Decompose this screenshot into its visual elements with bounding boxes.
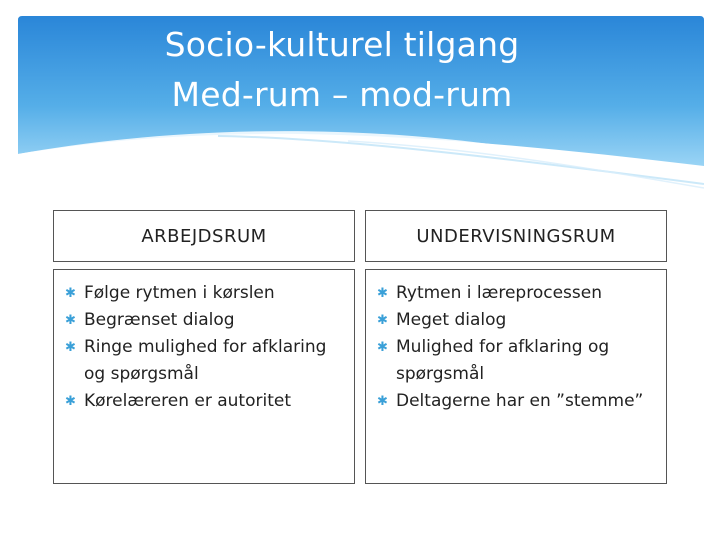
asterisk-bullet-icon: ✱ (377, 286, 388, 301)
asterisk-bullet-icon: ✱ (377, 313, 388, 328)
list-item: ✱ Ringe mulighed for afklaring og spørgsmål (64, 334, 348, 388)
title-line-2: Med-rum – mod-rum (171, 75, 513, 114)
asterisk-bullet-icon: ✱ (65, 394, 76, 409)
right-content-box (365, 269, 667, 484)
right-heading-box (365, 210, 667, 262)
asterisk-bullet-icon: ✱ (65, 313, 76, 328)
asterisk-bullet-icon: ✱ (65, 286, 76, 301)
list-item: ✱ Mulighed for afklaring og spørgsmål (376, 334, 660, 388)
right-bullet-list (366, 270, 666, 415)
list-item: ✱ Rytmen i læreprocessen (376, 280, 660, 307)
list-item: ✱ Begrænset dialog (64, 307, 348, 334)
left-bullet-list (54, 270, 354, 415)
list-item: ✱ Deltagerne har en ”stemme” (376, 388, 660, 415)
asterisk-bullet-icon: ✱ (377, 340, 388, 355)
right-heading: UNDERVISNINGSRUM (416, 225, 616, 247)
list-item: ✱ Kørelæreren er autoritet (64, 388, 348, 415)
list-item: ✱ Følge rytmen i kørslen (64, 280, 348, 307)
slide-title (0, 20, 702, 120)
title-line-1: Socio-kulturel tilgang (164, 25, 520, 64)
left-heading: ARBEJDSRUM (141, 225, 267, 247)
left-content-box (53, 269, 355, 484)
list-item: ✱ Meget dialog (376, 307, 660, 334)
left-heading-box (53, 210, 355, 262)
asterisk-bullet-icon: ✱ (377, 394, 388, 409)
asterisk-bullet-icon: ✱ (65, 340, 76, 355)
